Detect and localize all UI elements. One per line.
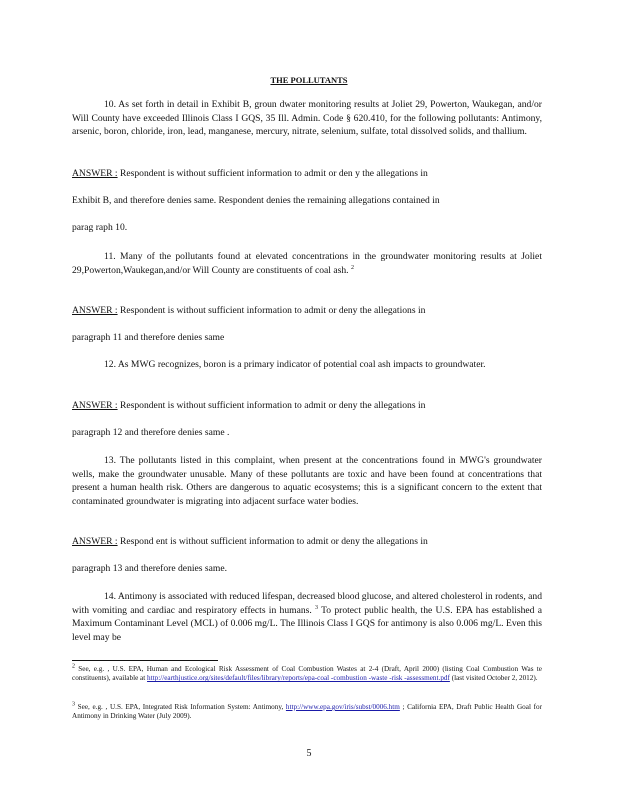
footnote-text-end: ; California EPA, Draft Public Health Goal for Antimony in Drinking Water (July 2009). — [72, 703, 542, 721]
answer-13 — [72, 535, 542, 549]
paragraph-14-text: 14. Antimony is associated with reduced lifespan, decreased blood glucose, and altered cholesterol in rodents, and with vomiting and cardiac and respiratory effects in humans. — [72, 591, 542, 616]
answer-label: ANSWER : — [72, 536, 118, 547]
answer-label: ANSWER : — [72, 400, 118, 411]
answer-text: Respondent is without sufficient information to admit or den y the allegations in — [117, 168, 428, 179]
paragraph-11 — [72, 250, 542, 277]
paragraph-14-rest: To protect public health, the U.S. EPA has established a Maximum Contaminant Level (MCL) of 0.006 mg/L. The Illinois Class I GQS for antimony is also 0.006 mg/L. Even this level may be — [72, 604, 542, 643]
answer-label: ANSWER : — [72, 168, 118, 179]
answer-10-continuation-1: Exhibit B, and therefore denies same. Respondent denies the remaining allegations contained in — [72, 195, 440, 206]
footnote-ref-3: 3 — [315, 604, 319, 611]
answer-text: Respondent is without sufficient information to admit or deny the allegations in — [117, 400, 426, 411]
paragraph-11-text: 11. Many of the pollutants found at elevated concentrations in the groundwater monitoring results at Joliet 29,Powerton,Waukegan,and/or Will County are constituents of coal ash. — [72, 251, 542, 276]
section-heading — [0, 75, 618, 85]
footnote-text-end: (last visited October 2, 2012). — [449, 674, 538, 683]
footnote-3 — [72, 703, 542, 721]
footnote-ref-2: 2 — [350, 264, 354, 271]
answer-13-continuation: paragraph 13 and therefore denies same. — [72, 563, 228, 574]
answer-12-continuation: paragraph 12 and therefore denies same . — [72, 427, 230, 438]
footnote-number: 3 — [72, 701, 75, 708]
paragraph-13: 13. The pollutants listed in this complaint, when present at the concentrations found in MWG's groundwater wells, make the groundwater unusable. Many of these pollutants are toxic and have been found at concentrations that present a human health risk. Others are dangerous to aquatic ecosystems; this is a significant concern to the extent that contaminated groundwater is migrating into adjacent surface water bodies. — [72, 455, 542, 507]
answer-12 — [72, 399, 542, 413]
footnote-2 — [72, 665, 542, 683]
footnote-link[interactable]: http://earthjustice.org/sites/default/files/library/reports/epa-coal -combustion -waste -risk -assessment.pdf — [147, 674, 450, 683]
answer-11 — [72, 304, 542, 318]
footnote-divider — [72, 660, 218, 661]
paragraph-10: 10. As set forth in detail in Exhibit B, groun dwater monitoring results at Joliet 29, Powerton, Waukegan, and/or Will County have exceeded Illinois Class I GQS, 35 Ill. Admin. Code § 620.410, for the following pollutants: Antimony, arsenic, boron, chloride, iron, lead, manganese, mercury, nitrate, selenium, sulfate, total dissolved solids, and thallium. — [72, 99, 542, 137]
paragraph-14 — [72, 590, 542, 644]
answer-text: Respondent is without sufficient information to admit or deny the allegations in — [117, 305, 426, 316]
footnote-link[interactable]: http://www.epa.gov/iris/subst/0006.htm — [285, 703, 400, 711]
answer-text: Respond ent is without sufficient information to admit or deny the allegations in — [117, 536, 428, 547]
footnote-number: 2 — [72, 663, 75, 670]
heading-text: THE POLLUTANTS — [270, 75, 348, 85]
answer-10 — [72, 167, 542, 181]
paragraph-12: 12. As MWG recognizes, boron is a primary indicator of potential coal ash impacts to groundwater. — [104, 359, 486, 370]
answer-10-continuation-2: parag raph 10. — [72, 222, 128, 233]
page-number: 5 — [306, 748, 312, 759]
answer-label: ANSWER : — [72, 305, 118, 316]
answer-11-continuation: paragraph 11 and therefore denies same — [72, 332, 225, 343]
footnote-text: See, e.g. , U.S. EPA, Integrated Risk Information System: Antimony, — [75, 703, 286, 711]
footnote-text: See, e.g. , U.S. EPA, Human and Ecological Risk Assessment of Coal Combustion Wastes at 2-4 (Draft, April 2000) (listing Coal Combustion Was te constituents), available at — [72, 665, 542, 683]
